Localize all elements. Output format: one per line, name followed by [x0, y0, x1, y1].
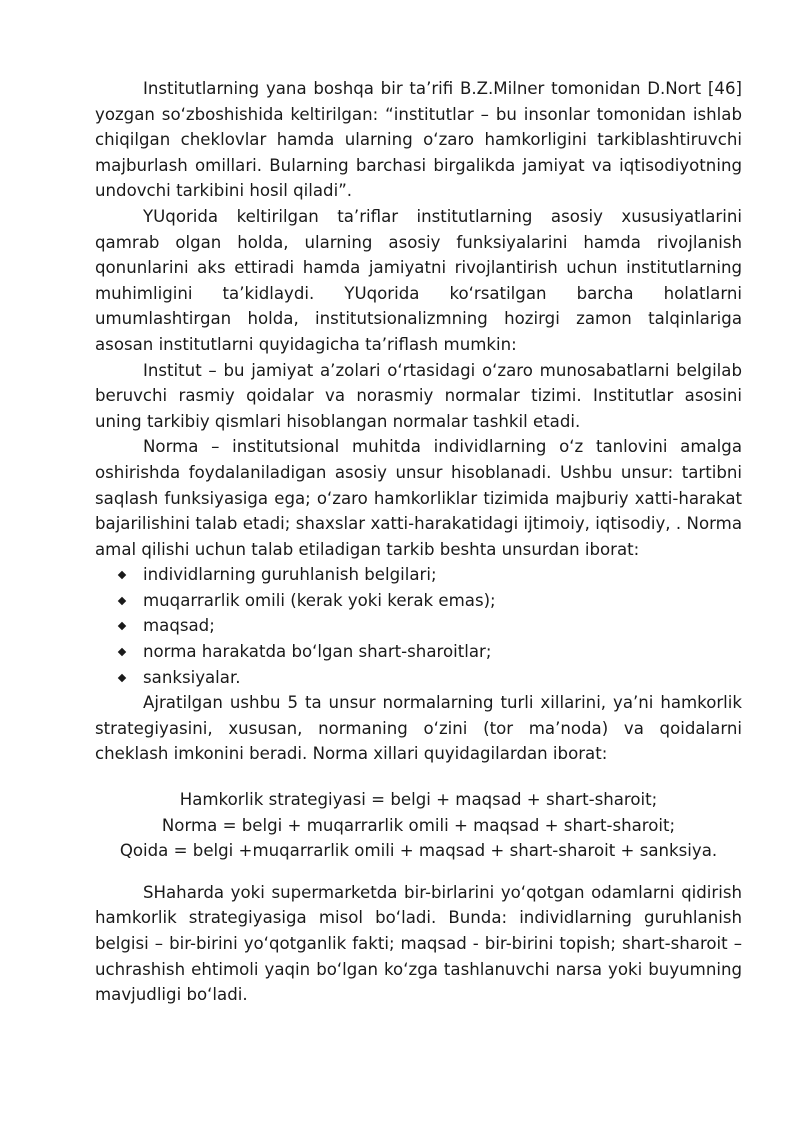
formula-norma: Norma = belgi + muqarrarlik omili + maqsad + shart-sharoit;	[161, 815, 676, 835]
list-item-text: maqsad;	[143, 616, 215, 636]
list-item	[95, 665, 742, 691]
list-item-text: sanksiyalar.	[143, 667, 241, 687]
bullet-diamond-icon	[118, 571, 126, 579]
bullet-diamond-icon	[118, 597, 126, 605]
formula-qoida: Qoida = belgi +muqarrarlik omili + maqsad + shart-sharoit + sanksiya.	[119, 841, 718, 861]
norma-elements-list	[95, 562, 742, 690]
formula-hamkorlik: Hamkorlik strategiyasi = belgi + maqsad + shart-sharoit;	[179, 790, 658, 810]
list-item	[95, 639, 742, 665]
paragraph-example: SHaharda yoki supermarketda bir-birlarini yo‘qotgan odamlarni qidirish hamkorlik strategiyasiga misol bo‘ladi. Bunda: individlarning guruhlanish belgisi – bir-birini yo‘qotganlik fakti; maqsad - bir-birini topish; shart-sharoit – uchrashish ehtimoli yaqin bo‘lgan ko‘zga tashlanuvchi narsa yoki buyumning mavjudligi bo‘ladi.	[95, 882, 742, 1005]
list-item-text: muqarrarlik omili (kerak yoki kerak emas);	[143, 590, 496, 610]
bullet-diamond-icon	[118, 673, 126, 681]
list-item	[95, 562, 742, 588]
document-page	[95, 76, 742, 1008]
paragraph-norma-definition: Norma – institutsional muhitda individlarning o‘z tanlovini amalga oshirishda foydalaniladigan asosiy unsur hisoblanadi. Ushbu unsur: tartibni saqlash funksiyasiga ega; o‘zaro hamkorliklar tizimida majburiy xatti-harakat bajarilishini talab etadi; shaxslar xatti-harakatidagi ijtimoiy, iqtisodiy, . Norma amal qilishi uchun talab etiladigan tarkib beshta unsurdan iborat:	[95, 437, 742, 559]
bullet-diamond-icon	[118, 622, 126, 630]
paragraph-definitions-summary: YUqorida keltirilgan ta’riflar institutlarning asosiy xususiyatlarini qamrab olgan holda, ularning asosiy funksiyalarini hamda rivojlanish qonunlarini aks ettiradi hamda jamiyatni rivojlantirish uchun institutlarning muhimligini ta’kidlaydi. YUqorida ko‘rsatilgan barcha holatlarni umumlashtirgan holda, institutsionalizmning hozirgi zamon talqinlariga asosan institutlarni quyidagicha ta’riflash mumkin:	[95, 206, 742, 354]
paragraph-norma-types: Ajratilgan ushbu 5 ta unsur normalarning turli xillarini, ya’ni hamkorlik strategiyasini, xususan, normaning o‘zini (tor ma’noda) va qoidalarni cheklash imkonini beradi. Norma xillari quyidagilardan iborat:	[95, 693, 742, 764]
formulas-block	[95, 787, 742, 864]
list-item-text: individlarning guruhlanish belgilari;	[143, 565, 437, 585]
list-item	[95, 613, 742, 639]
bullet-diamond-icon	[118, 648, 126, 656]
list-item	[95, 588, 742, 614]
paragraph-milner-definition: Institutlarning yana boshqa bir ta’rifi B.Z.Milner tomonidan D.Nort [46] yozgan so‘zboshishida keltirilgan: “institutlar – bu insonlar tomonidan ishlab chiqilgan cheklovlar hamda ularning o‘zaro hamkorligini tarkiblashtiruvchi majburlash omillari. Bularning barchasi birgalikda jamiyat va iqtisodiyotning undovchi tarkibini hosil qiladi”.	[95, 79, 742, 201]
paragraph-institut-definition: Institut – bu jamiyat a’zolari o‘rtasidagi o‘zaro munosabatlarni belgilab beruvchi rasmiy qoidalar va norasmiy normalar tizimi. Institutlar asosini uning tarkibiy qismlari hisoblangan normalar tashkil etadi.	[95, 360, 742, 431]
list-item-text: norma harakatda bo‘lgan shart-sharoitlar;	[143, 642, 492, 662]
